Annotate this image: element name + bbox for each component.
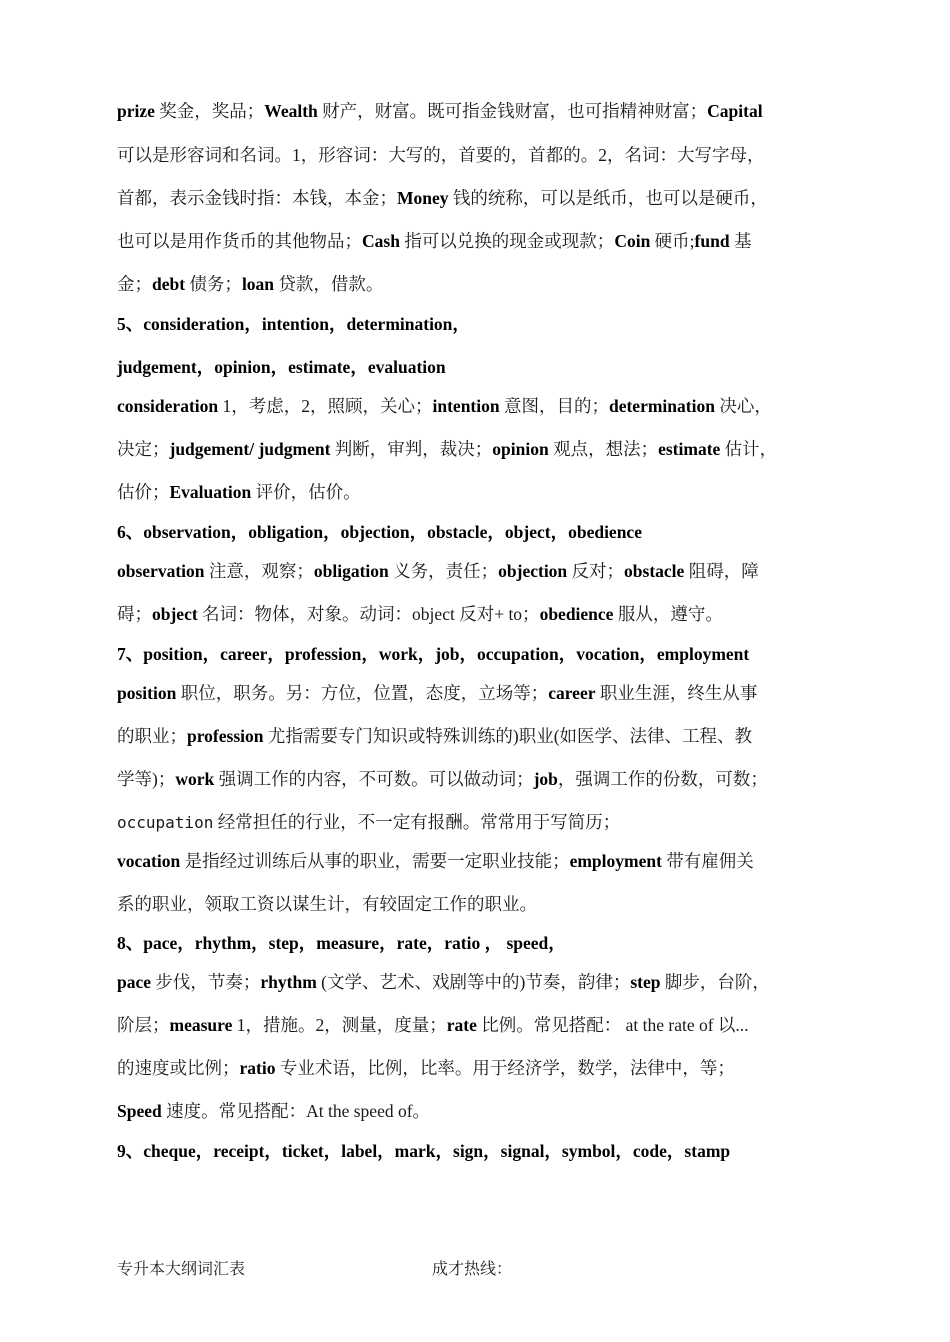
text-line [117,723,752,749]
text-line [117,142,765,168]
term-word: rate [446,1015,477,1035]
text-line [117,848,754,874]
definition-text: 服从，遵守。 [613,604,723,624]
definition-text: 经常担任的行业，不一定有报酬。常常用于写简历； [213,812,621,832]
definition-text: 1，考虑，2，照顾，关心； [218,396,433,416]
definition-text: 速度。常见搭配：At the speed of。 [161,1101,431,1121]
text-line [117,393,772,419]
definition-text: 评价，估价。 [251,482,361,502]
term-word: measure [169,1015,233,1035]
term-word: 8、pace，rhythm，step，measure，rate，ratio ， speed， [117,933,566,953]
term-word: loan [241,274,275,294]
definition-text: 的职业； [117,726,187,746]
text-line [117,1138,730,1164]
definition-text: 反对； [567,561,625,581]
definition-text: 估价； [117,482,170,502]
definition-text: 也可以是用作货币的其他物品； [117,231,362,251]
definition-text: 比例。常见搭配： at the rate of 以... [476,1015,749,1035]
definition-text: ，强调工作的份数，可数； [557,769,768,789]
definition-text: 脚步，台阶， [660,972,770,992]
term-word: career [548,683,596,703]
footer-title: 专升本大纲词汇表 [117,1261,246,1278]
definition-text: 硬币; [650,231,695,251]
text-line [117,271,383,297]
definition-text: 注意，观察； [204,561,314,581]
text-line [117,558,759,584]
term-word: employment [569,851,662,871]
term-word: pace [117,972,152,992]
definition-text: 名词：物体，对象。动词：object 反对+ to； [197,604,540,624]
definition-text: 钱的统称，可以是纸币，也可以是硬币， [448,188,768,208]
definition-text: 债务； [185,274,242,294]
definition-text: 带有雇佣关 [661,851,754,871]
definition-text: 可以是形容词和名词。1，形容词：大写的，首要的，首都的。2，名词：大写字母， [117,145,765,165]
term-word: 7、position，career，profession，work，job，occupation，vocation，employment [117,644,750,664]
term-word: obstacle [624,561,685,581]
term-word: estimate [658,439,721,459]
term-word: Speed [117,1101,162,1121]
term-word: Wealth [264,101,318,121]
term-word: 9、cheque，receipt，ticket，label，mark，sign，signal，symbol，code，stamp [117,1141,731,1161]
definition-text: 系的职业，领取工资以谋生计，有较固定工作的职业。 [117,894,537,914]
term-word: fund [694,231,730,251]
text-line [117,680,757,706]
term-word: obedience [539,604,614,624]
text-line [117,436,777,462]
definition-text: 指可以兑换的现金或现款； [399,231,615,251]
term-word: position [117,683,177,703]
term-word: Coin [614,231,651,251]
term-word: judgement，opinion，estimate，evaluation [117,357,446,377]
term-word: debt [152,274,186,294]
definition-text: 观点，想法； [548,439,659,459]
text-line [117,519,642,545]
definition-text: 1，措施。2，测量，度量； [232,1015,447,1035]
term-word: Money [397,188,449,208]
term-word: obligation [313,561,389,581]
term-word: profession [187,726,264,746]
term-word: rhythm [260,972,317,992]
term-word: prize [117,101,155,121]
text-line [117,891,537,917]
term-word: 5、consideration，intention，determination， [117,314,470,334]
term-word: observation [117,561,205,581]
term-word: intention [432,396,500,416]
text-line [117,479,361,505]
definition-text: 步伐，节奏； [151,972,261,992]
term-word: job [533,769,558,789]
text-line [117,641,749,667]
term-word: Evaluation [169,482,252,502]
definition-text: 碍； [117,604,152,624]
term-word: vocation [117,851,181,871]
definition-text: 专业术语，比例，比率。用于经济学，数学，法律中，等； [275,1058,735,1078]
term-word: opinion [492,439,549,459]
definition-text: 是指经过训练后从事的职业，需要一定职业技能； [180,851,570,871]
definition-text: 意图，目的； [499,396,609,416]
definition-text: 职业生涯，终生从事 [595,683,758,703]
text-line [117,1055,735,1081]
definition-text: 奖金，奖品； [154,101,265,121]
definition-text: 基 [729,231,752,251]
text-line [117,1098,430,1124]
text-line [117,809,620,835]
text-line [117,766,768,792]
term-word: Cash [362,231,400,251]
term-word: judgement/ judgment [169,439,331,459]
definition-text: 职位，职务。另：方位，位置，态度，立场等； [176,683,549,703]
text-line [117,601,723,627]
term-word: object [152,604,198,624]
definition-text: 金； [117,274,152,294]
term-word: objection [498,561,568,581]
definition-text: 学等)； [117,769,176,789]
definition-text: 贷款，借款。 [274,274,384,294]
definition-text: 义务，责任； [388,561,499,581]
text-line [117,930,566,956]
text-line [117,185,768,211]
term-word: work [175,769,215,789]
definition-text: 决心， [714,396,772,416]
definition-text: (文学、艺术、戏剧等中的)节奏，韵律； [316,972,631,992]
text-line [117,354,446,380]
term-word: consideration [117,396,219,416]
term-word: 6、observation，obligation，objection，obstacle，object，obedience [117,522,642,542]
text-line [117,98,763,124]
definition-text: 财产，财富。既可指金钱财富，也可指精神财富； [317,101,708,121]
term-word: step [630,972,661,992]
definition-text: 判断，审判，裁决； [330,439,493,459]
definition-text: 估计， [720,439,778,459]
footer-hotline: 成才热线： [432,1261,513,1278]
term-word: determination [608,396,715,416]
definition-text: 决定； [117,439,170,459]
definition-text: 的速度或比例； [117,1058,240,1078]
definition-text: 强调工作的内容，不可数。可以做动词； [214,769,534,789]
definition-text: 尤指需要专门知识或特殊训练的)职业(如医学、法律、工程、教 [263,726,753,746]
definition-text: 首都，表示金钱时指：本钱，本金； [117,188,397,208]
definition-text: 阶层； [117,1015,170,1035]
text-line [117,228,751,254]
term-word: occupation [117,813,214,832]
text-line [117,1012,749,1038]
definition-text: 阻碍，障 [684,561,759,581]
text-line [117,311,470,337]
term-word: ratio [239,1058,276,1078]
text-line [117,969,770,995]
term-word: Capital [707,101,763,121]
